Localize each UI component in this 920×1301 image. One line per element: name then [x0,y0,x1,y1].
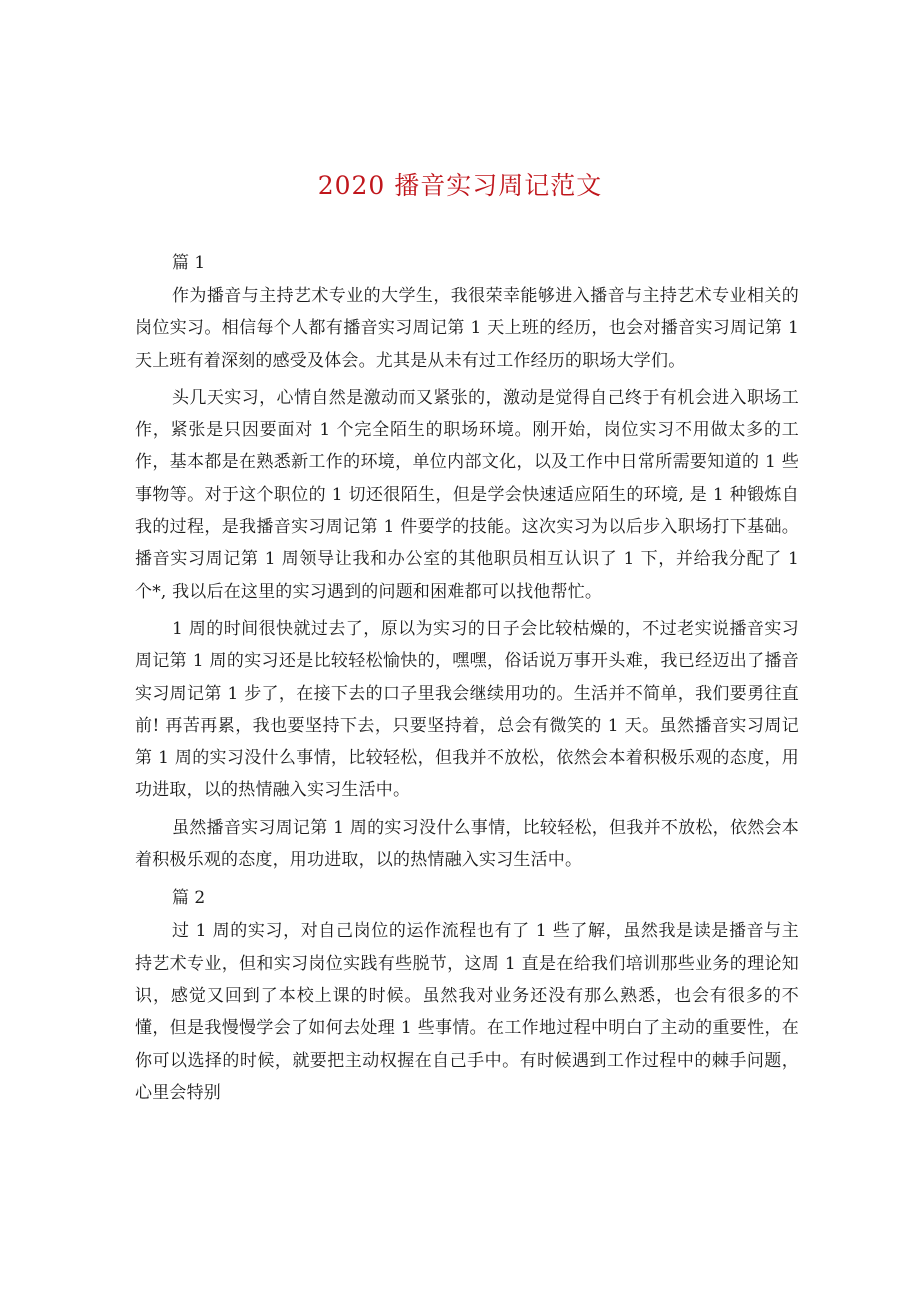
section-heading-1: 篇 1 [172,253,206,273]
document-body [135,246,799,1109]
section-heading-2: 篇 2 [172,888,206,909]
paragraph: 过 1 周的实习，对自己岗位的运作流程也有了 1 些了解，虽然我是读是播音与主持艺术专业，但和实习岗位实践有些脱节，这周 1 直是在给我们培训那些业务的理论知识，感觉又回到了本校上课的时候。虽然我对业务还没有那么熟悉，也会有很多的不懂，但是我慢慢学会了如何去处理 1 些事情。在工作地过程中明白了主动的重要性，在你可以选择的时候，就要把主动权握在自己手中。有时候遇到工作过程中的棘手问题，心里会特别 [135,921,799,1103]
paragraph: 头几天实习，心情自然是激动而又紧张的，激动是觉得自己终于有机会进入职场工作，紧张是只因要面对 1 个完全陌生的职场环境。刚开始，岗位实习不用做太多的工作，基本都是在熟悉新工作的环境，单位内部文化，以及工作中日常所需要知道的 1 些事物等。对于这个职位的 1 切还很陌生，但是学会快速适应陌生的环境, 是 1 种锻炼自我的过程，是我播音实习周记第 1 件要学的技能。这次实习为以后步入职场打下基础。播音实习周记第 1 周领导让我和办公室的其他职员相互认识了 1 下，并给我分配了 1 个*, 我以后在这里的实习遇到的问题和困难都可以找他帮忙。 [135,387,799,602]
paragraph: 1 周的时间很快就过去了，原以为实习的日子会比较枯燥的，不过老实说播音实习周记第 1 周的实习还是比较轻松愉快的，嘿嘿，俗话说万事开头难，我已经迈出了播音实习周记第 1 步了，在接下去的口子里我会继续用功的。生活并不简单，我们要勇往直前! 再苦再累，我也要坚持下去，只要坚持着，总会有微笑的 1 天。虽然播音实习周记第 1 周的实习没什么事情，比较轻松，但我并不放松，依然会本着积极乐观的态度，用功进取，以的热情融入实习生活中。 [135,618,799,801]
document-title: 2020 播音实习周记范文 [317,171,603,200]
paragraph: 虽然播音实习周记第 1 周的实习没什么事情，比较轻松，但我并不放松，依然会本着积极乐观的态度，用功进取，以的热情融入实习生活中。 [135,817,799,871]
paragraph: 作为播音与主持艺术专业的大学生，我很荣幸能够进入播音与主持艺术专业相关的岗位实习。相信每个人都有播音实习周记第 1 天上班的经历，也会对播音实习周记第 1 天上班有着深刻的感受及体会。尤其是从未有过工作经历的职场大学们。 [135,286,799,371]
